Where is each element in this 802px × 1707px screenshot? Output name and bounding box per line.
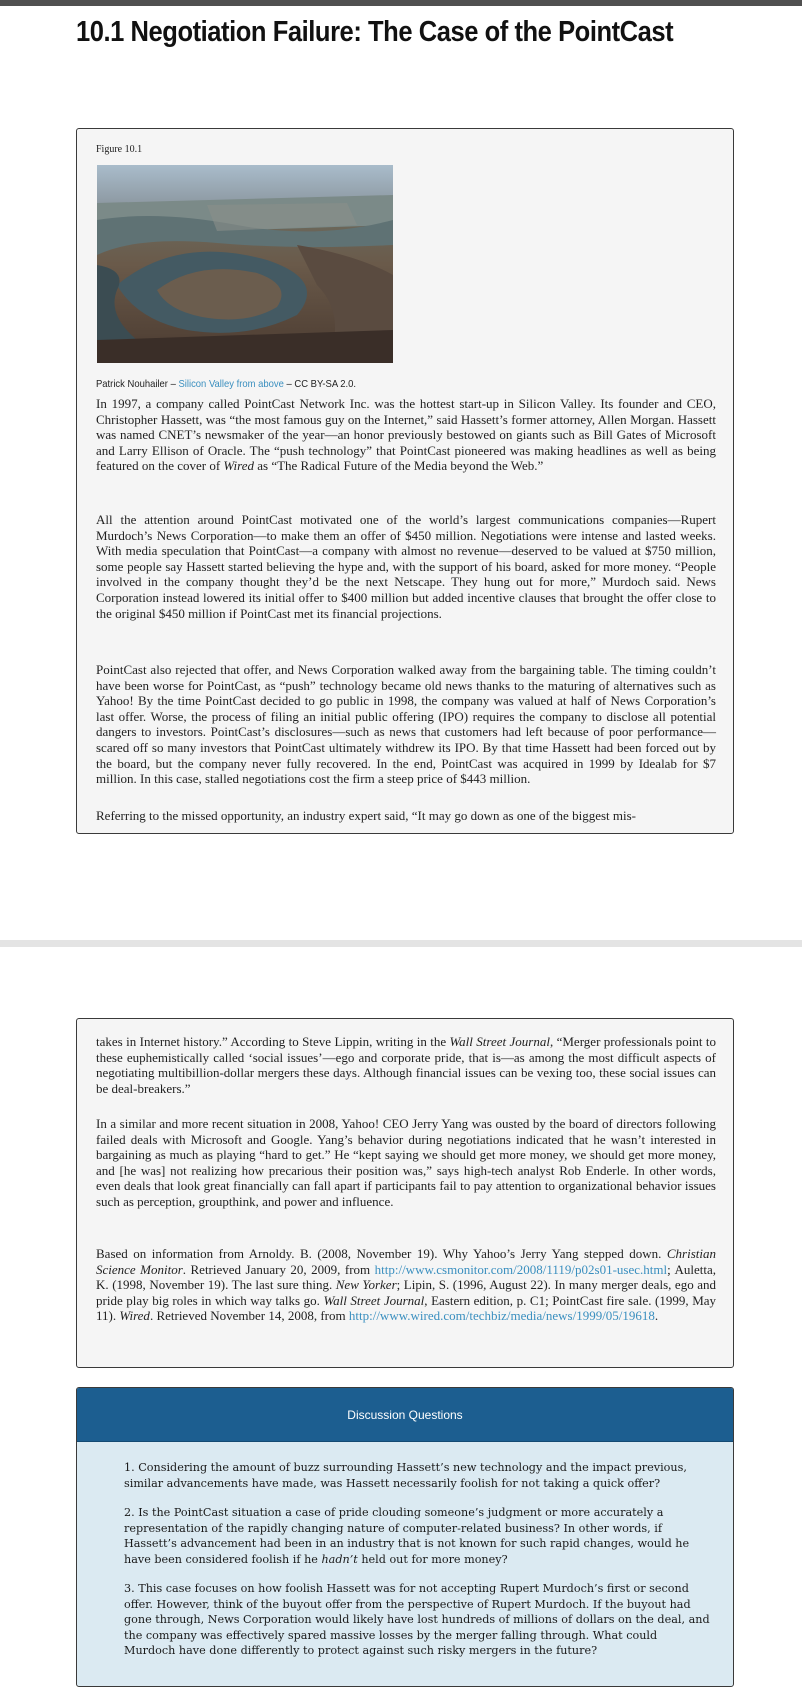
source-text-c: ; Auletta, K. (1998, November 19). The last sure thing.	[96, 1261, 716, 1293]
source-new-yorker-title: New Yorker	[335, 1277, 397, 1293]
source-text-a: Based on information from Arnoldy. B. (2008, November 19). Why Yahoo’s Jerry Yang stepped down.	[96, 1246, 662, 1261]
source-text-g: .	[654, 1308, 659, 1324]
discussion-question-3: 3. This case focuses on how foolish Hassett was for not accepting Rupert Murdoch’s first or second offer. However, think of the buyout offer from the perspective of Rupert Murdoch. If the buyout had gone through, News Corporation would likely have lost hundreds of millions of dollars on the deal, and the company was effectively spared massive losses by the merger falling through. What could Murdoch have done differently to protect against such risky mergers in the future?	[124, 1582, 710, 1658]
source-text-e: , Eastern edition, p. C1; PointCast fire sale. (1999, May 11).	[96, 1292, 717, 1324]
source-text-b: . Retrieved January 20, 2009, from	[182, 1261, 371, 1277]
caption-author: Patrick Nouhailer –	[96, 378, 176, 390]
aerial-photo	[97, 165, 393, 363]
page-title: 10.1 Negotiation Failure: The Case of the PointCast	[76, 16, 674, 48]
discussion-question-1: 1. Considering the amount of buzz surrounding Hassett’s new technology and the impact previous, similar advancements have made, was Hassett necessarily foolish for not taking a quick offer?	[124, 1461, 687, 1490]
paragraph-missed-opportunity: Referring to the missed opportunity, an industry expert said, “It may go down as one of the biggest mis-	[96, 808, 636, 823]
top-bar	[0, 0, 802, 6]
question-2-end: held out for more money?	[361, 1552, 508, 1566]
caption-license: – CC BY-SA 2.0.	[286, 378, 357, 390]
paragraph-intro-text: In 1997, a company called PointCast Network Inc. was the hottest start-up in Silicon Valley. Its founder and CEO, Christopher Hassett, was “the most famous guy on the Internet,” said Hassett’s former attorney, Allen Morgan. Hassett was named CNET’s newsmaker of the year—an honor previously bestowed on giants such as Bill Gates of Microsoft and Larry Ellison of Oracle. The “push technology” that PointCast pioneered was making headlines as well as being featured on the cover of	[96, 396, 716, 474]
source-text-f: . Retrieved November 14, 2008, from	[149, 1308, 346, 1324]
wired-link[interactable]: http://www.wired.com/techbiz/media/news/1999/05/19618	[348, 1308, 655, 1324]
paragraph-rejection: PointCast also rejected that offer, and News Corporation walked away from the bargaining table. The timing couldn’t have been worse for PointCast, as “push” technology became old news thanks to the maturing of alternatives such as Yahoo! By the time PointCast decided to go public in 1998, the company was valued at half of News Corporation’s last offer. Worse, the process of filing an initial public offering (IPO) requires the company to disclose all potential dangers to investors. PointCast’s disclosures—such as news that customers had left because of poor performance—scared off so many investors that PointCast ultimately withdrew its IPO. By that time Hassett had been forced out by the board, but the company never fully recovered. In the end, PointCast was acquired in 1999 by Idealab for $7 million. In this case, stalled negotiations cost the firm a steep price of $443 million.	[96, 662, 716, 787]
question-2-text: 2. Is the PointCast situation a case of pride clouding someone’s judgment or more accurately a representation of the rapidly changing nature of computer-related business? In other words, if Hassett’s advancement had been in an industry that is not known for such rapid changes, would he have been considered foolish if he	[124, 1506, 690, 1566]
wired-title: Wired	[223, 458, 254, 474]
source-text-d: ; Lipin, S. (1996, August 22). In many merger deals, ego and pride play big roles in which way talks go.	[96, 1277, 717, 1308]
paragraph-intro-end: as “The Radical Future of the Media beyond the Web.”	[257, 458, 544, 474]
figure-label: Figure 10.1	[96, 144, 143, 155]
source-wired-title: Wired	[119, 1308, 150, 1324]
paragraph-lippin-quote	[96, 1034, 716, 1096]
discussion-questions-header: Discussion Questions	[77, 1388, 733, 1442]
paragraph-yahoo: In a similar and more recent situation in 2008, Yahoo! CEO Jerry Yang was ousted by the board of directors following failed deals with Microsoft and Google. Yang’s behavior during negotiations indicated that he wasn’t interested in bargaining as much as playing “hard to get.” He “kept saying we should get more money, we should get more money, and [he was] not realizing how precarious their position was,” says high-tech analyst Rob Enderle. In other words, even deals that look great financially can fall apart if participants fail to pay attention to organizational behavior issues such as perception, groupthink, and power and influence.	[96, 1116, 716, 1209]
paragraph-sources	[96, 1246, 716, 1324]
discussion-question-2	[124, 1505, 712, 1567]
source-wsj-title: Wall Street Journal	[323, 1292, 425, 1308]
caption-source-link[interactable]: Silicon Valley from above	[178, 378, 284, 390]
discussion-questions-box	[76, 1387, 734, 1687]
wsj-title: Wall Street Journal	[449, 1034, 550, 1049]
paragraph-lippin-text: takes in Internet history.” According to Steve Lippin, writing in the	[96, 1034, 447, 1049]
source-csm-title: Christian Science Monitor	[96, 1246, 716, 1277]
paragraph-news-corp-offer: All the attention around PointCast motivated one of the world’s largest communications companies—Rupert Murdoch’s News Corporation—to make them an offer of $450 million. Negotiations were intense and lasted weeks. With media speculation that PointCast—a company with almost no revenue—deserved to be valued at $750 million, some people say Hassett started believing the hype and, with the support of his board, asked for more money. “People involved in the company thought they’d be the next Netscape. They hung out for more,” Murdoch said. News Corporation instead lowered its initial offer to $400 million but added incentive clauses that brought the offer close to the original $450 million if PointCast met its financial projections.	[96, 512, 716, 621]
paragraph-intro	[96, 396, 716, 474]
question-2-emphasis: hadn’t	[321, 1552, 358, 1566]
silicon-valley-aerial-image	[97, 165, 393, 363]
page-divider	[0, 940, 802, 947]
figure-caption	[96, 378, 654, 390]
paragraph-lippin-quote-text: , “Merger professionals point to these euphemistically called ‘social issues’—ego and corporate pride, that is—as among the most difficult aspects of negotiating multibillion-dollar mergers these days. Although financial issues can be vexing too, these social issues can be deal-breakers.”	[96, 1034, 717, 1096]
csmonitor-link[interactable]: http://www.csmonitor.com/2008/1119/p02s01-usec.html	[374, 1261, 668, 1277]
